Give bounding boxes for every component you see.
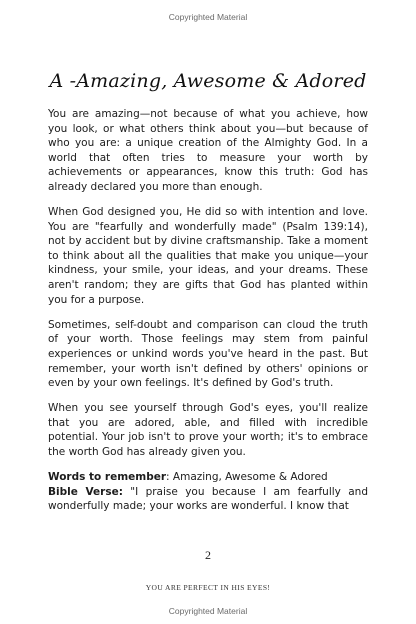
bible-verse xyxy=(48,485,368,514)
paragraph: You are amazing—not because of what you achieve, how you look, or what others think about you—but because of who you are: a unique creation of the Almighty God. In a world that often tries to measure your worth by achievements or appearances, know this truth: God has already declared you more than enough. xyxy=(48,108,368,193)
page-number: 2 xyxy=(205,548,211,562)
body-text xyxy=(48,107,368,514)
bible-verse-text: "I praise you because I am fearfully and wonderfully made; your works are wonderful. I know that xyxy=(48,485,368,513)
paragraph: When you see yourself through God's eyes, you'll realize that you are adored, able, and filled with incredible potential. Your job isn't to prove your worth; it's to embrace the worth God has already given you. xyxy=(48,402,368,458)
copyright-watermark-bottom: Copyrighted Material xyxy=(168,606,248,616)
bible-verse-label: Bible Verse: xyxy=(48,485,123,498)
paragraph: Sometimes, self-doubt and comparison can cloud the truth of your worth. Those feelings may stem from painful experiences or unkind words you've heard in the past. But remember, your worth isn't defined by others' opinions or even by your own feelings. It's defined by God's truth. xyxy=(48,318,368,390)
running-footer: YOU ARE PERFECT IN HIS EYES! xyxy=(145,583,271,592)
words-to-remember-label: Words to remember xyxy=(48,471,167,484)
chapter-title: A -Amazing, Awesome & Adored xyxy=(49,70,367,92)
words-to-remember-text: : Amazing, Awesome & Adored xyxy=(166,471,328,484)
words-to-remember xyxy=(48,470,368,485)
paragraph: When God designed you, He did so with intention and love. You are "fearfully and wonderfully made" (Psalm 139:14), not by accident but by divine craftsmanship. Take a moment to think about all the qualities that make you unique—your kindness, your smile, your ideas, and your dreams. These aren't random; they are gifts that God has planted within you for a purpose. xyxy=(48,206,368,306)
copyright-watermark-top: Copyrighted Material xyxy=(168,12,248,22)
